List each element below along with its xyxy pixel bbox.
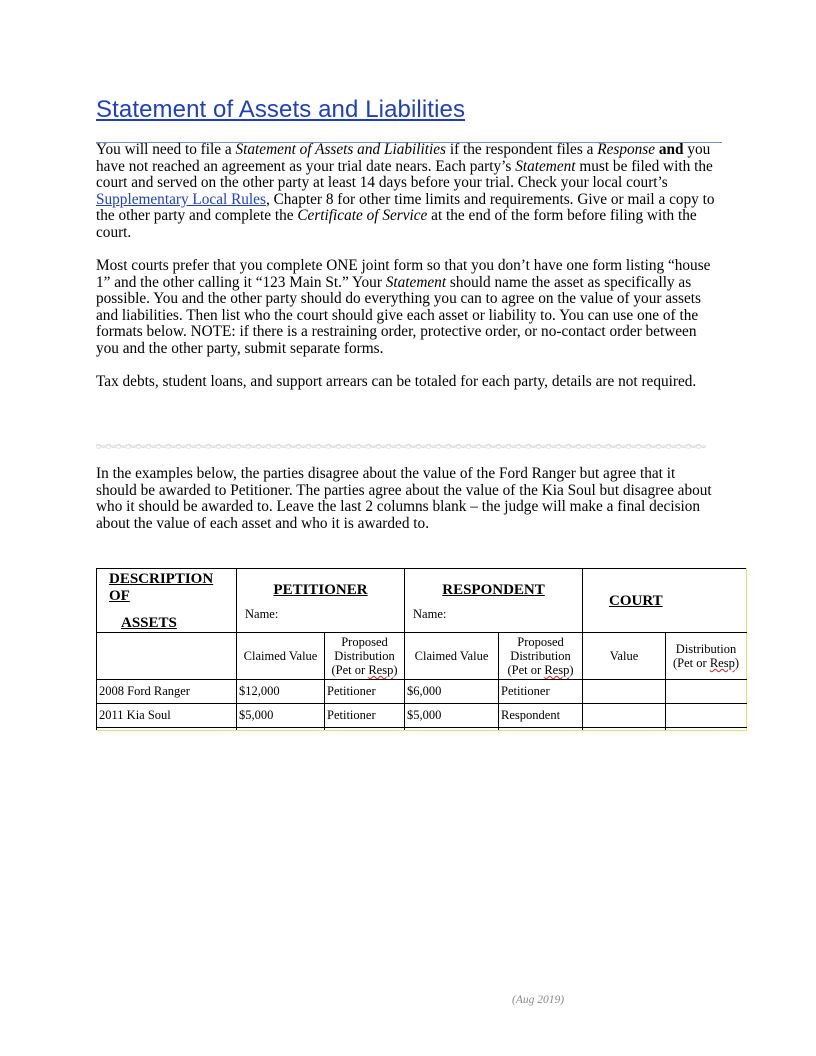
- resp-claimed-value-header: Claimed Value: [405, 633, 499, 680]
- page-title: Statement of Assets and Liabilities: [96, 96, 466, 123]
- petitioner-name-label: Name:: [245, 606, 279, 621]
- examples-paragraph: In the examples below, the parties disagree about the value of the Ford Ranger but agree that it should be awarded to Petitioner. The parties agree about the value of the Kia Soul but disagree about who it should be awarded to. Leave the last 2 columns blank – the judge will make a final decision about the value of each asset and who it is awarded to.: [96, 465, 712, 532]
- joint-form-paragraph: Most courts prefer that you complete ONE joint form so that you don’t have one form listing “house 1” and the other calling it “123 Main St.” Your Statement should name the asset as specifically as possible. You and the other party should do everything you can to agree on the value of your assets and liabilities. Then list who the court should give each asset or liability to. You can use one of the formats below. NOTE: if there is a restraining order, protective order, or no-contact order between you and the other party, submit separate forms.: [96, 257, 711, 357]
- pet-value-cell: $12,000: [237, 680, 325, 704]
- asset-cell: 2008 Ford Ranger: [97, 680, 237, 704]
- resp-value-cell: $6,000: [405, 680, 499, 704]
- supplementary-local-rules-link[interactable]: Supplementary Local Rules: [96, 190, 266, 208]
- court-dist-cell: [666, 680, 747, 704]
- table-row: [97, 704, 747, 728]
- resp-value-cell: $5,000: [405, 704, 499, 728]
- description-header: DESCRIPTION OF ASSETS: [97, 569, 237, 633]
- respondent-header: RESPONDENT Name:: [405, 569, 583, 633]
- tax-debts-paragraph: Tax debts, student loans, and support arrears can be totaled for each party, details are not required.: [96, 373, 697, 390]
- respondent-name-label: Name:: [413, 606, 447, 621]
- resp-dist-cell: Respondent: [499, 704, 583, 728]
- pet-value-cell: $5,000: [237, 704, 325, 728]
- table-row: [97, 680, 747, 704]
- court-header: COURT: [583, 569, 747, 633]
- pet-dist-cell: Petitioner: [325, 680, 405, 704]
- table-bottom-spacer: [97, 728, 747, 731]
- table-header-row: [97, 569, 747, 633]
- petitioner-header: PETITIONER Name:: [237, 569, 405, 633]
- court-distribution-header: Distribution (Pet or Resp): [666, 633, 747, 680]
- resp-proposed-distribution-header: Proposed Distribution (Pet or Resp): [499, 633, 583, 680]
- asset-cell: 2011 Kia Soul: [97, 704, 237, 728]
- pet-proposed-distribution-header: Proposed Distribution (Pet or Resp): [325, 633, 405, 680]
- pet-claimed-value-header: Claimed Value: [237, 633, 325, 680]
- assets-table: [96, 568, 747, 731]
- resp-dist-cell: Petitioner: [499, 680, 583, 704]
- wavy-divider: [96, 442, 706, 450]
- court-value-header: Value: [583, 633, 666, 680]
- court-value-cell: [583, 680, 666, 704]
- revision-date: (Aug 2019): [512, 994, 565, 1006]
- pet-dist-cell: Petitioner: [325, 704, 405, 728]
- table-subheader-row: [97, 633, 747, 680]
- court-value-cell: [583, 704, 666, 728]
- intro-paragraph: You will need to file a Statement of Assets and Liabilities if the respondent files a Response and you have not reached an agreement as your trial date nears. Each party’s Statement must be filed with the court and served on the other party at least 14 days before your trial. Check your local court’s Supplementary Local Rules, Chapter 8 for other time limits and requirements. Give or mail a copy to the other party and complete the Certificate of Service at the end of the form before filing with the court.: [96, 141, 715, 241]
- court-dist-cell: [666, 704, 747, 728]
